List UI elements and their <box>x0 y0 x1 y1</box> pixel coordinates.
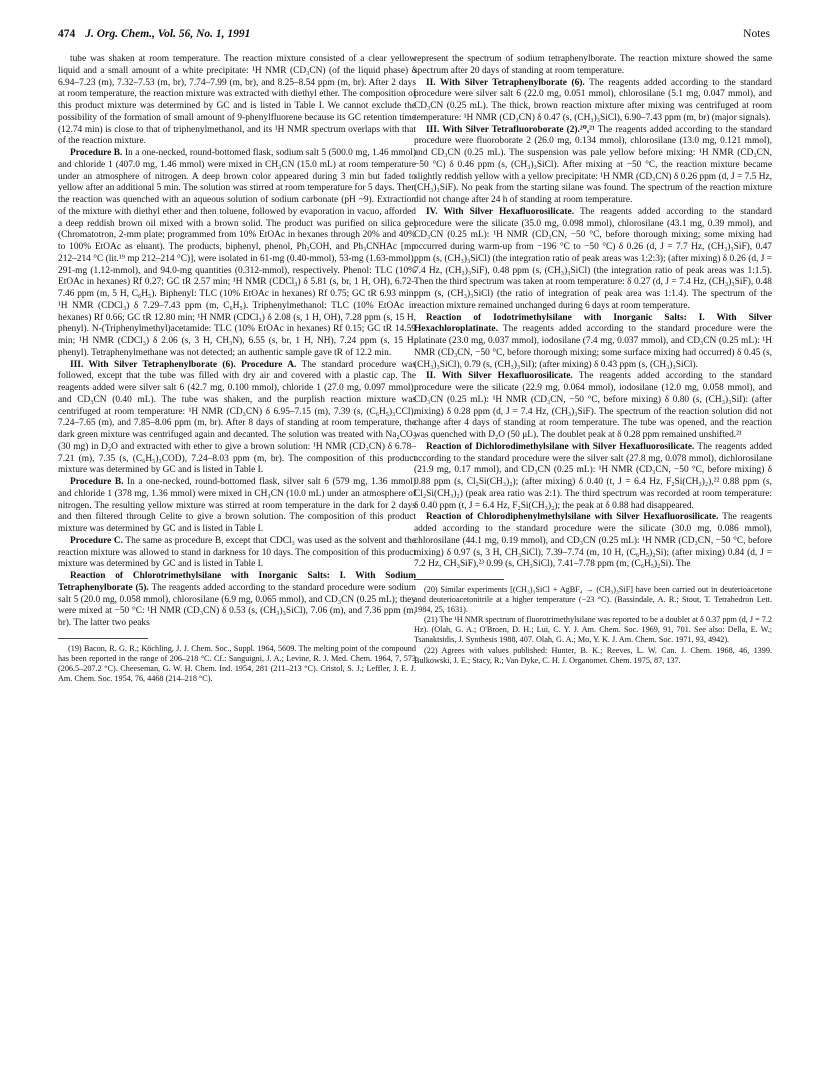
footnote: (21) The ¹H NMR spectrum of fluorotrimethylsilane was reported to be a doublet at δ 0.37 ppm (d, J = 7.2 Hz). (Olah, G. A.; O'Broen, D. H.; Lui, C. Y. J. Am. Chem. Soc. 1969, 91, 701. See also: Della, E. W.; Tsanaktsidis, J. Synthesis 1988, 407. Olah, G. A.; Mo, Y. K. J. Am. Chem. Soc. 1971, 93, 4942). <box>414 615 772 645</box>
paragraph-text: In a one-necked, round-bottomed flask, sodium salt 5 (500.0 mg, 1.46 mmol) and chloride 1 (407.0 mg, 1.46 mmol) were mixed in CH₃CN (15.0 mL) at room temperature under an atmosphere of nitrogen. A deep brown color appeared during 3 min but faded to yellow after an additional 5 min. The solution was stirred at room temperature for 5 days. Then the reaction was quenched with an aqueous solution of sodium carbonate (pH ~9). Extraction of the mixture with diethyl ether and then toluene, followed by evaporation in vacuo, afforded a deep reddish brown oil mixed with a brown solid. The product was purified on silica gel (Chromatotron, 2-mm plate; programmed from 10% EtOAc in hexanes through 20% and 40% to 100% EtOAc as eluant). The products, biphenyl, phenol, Ph₃COH, and Ph₃CNHAc [mp 212–214 °C (lit.¹⁹ mp 212–214 °C)], were isolated in 61-mg (0.40-mmol), 53-mg (1.63-mmol), 291-mg (1.12-mmol), and 94.0-mg quantities (0.312-mmol), respectively. Phenol: TLC (10% EtOAc in hexanes) Rf 0.27; GC tR 2.57 min; ¹H NMR (CDCl₃) δ 5.81 (s, br, 1 H, OH), 6.72–7.46 ppm (m, 5 H, C₆H₅). Biphenyl: TLC (10% EtOAc in hexanes) Rf 0.75; GC tR 6.93 min; ¹H NMR (CDCl₃) δ 7.29–7.43 ppm (m, C₆H₅). Triphenylmethanol: TLC (10% EtOAc in hexanes) Rf 0.66; GC tR 12.80 min; ¹H NMR (CDCl₃) δ 2.08 (s, 1 H, OH), 7.28 ppm (s, 15 H, phenyl). N-(Triphenylmethyl)acetamide: TLC (10% EtOAc in hexanes) Rf 0.15; GC tR 14.59 min; ¹H NMR (CDCl₃) δ 2.06 (s, 3 H, CH₃N), 6.55 (s, br, 1 H, NH), 7.24 ppm (s, 15 H, phenyl). Tetraphenylmethane was not detected; an authentic sample gave tR of 12.2 min. <box>58 148 417 358</box>
paragraph <box>414 313 772 372</box>
paragraph-heading: Reaction of Iodotrimethylsilane with Inorganic Salts: I. With Silver Hexachloroplatinate. <box>414 312 772 335</box>
paragraph <box>414 512 772 571</box>
left-column-body <box>58 54 416 630</box>
paragraph-text: The reagents added according to the standard procedure were the silicate (22.9 mg, 0.064 mmol), iodosilane (12.0 mg, 0.058 mmol), and CD₃CN (0.25 mL): ¹H NMR (CD₃CN, −50 °C, before mixing) δ 0.80 (s, (CH₃)₃SiI): (after mixing) δ 0.28 ppm (d, J = 7.4 Hz, (CH₃)₃SiF). The spectrum of the reaction solution did not change after 4 days of standing at room temperature. The tube was opened, and the reaction was quenched with D₂O (50 μL). The doublet peak at δ 0.28 ppm remained unshifted.²¹ <box>414 371 772 440</box>
paragraph <box>414 207 772 313</box>
footnote-rule <box>414 579 504 580</box>
paragraph <box>414 125 772 207</box>
paragraph-text: The reagents added according to the standard procedure were sodium salt 5 (20.0 mg, 0.058 mmol), chlorosilane (6.9 mg, 0.065 mmol), and CD₃CN (0.25 mL); they were mixed at −50 °C: ¹H NMR (CD₃CN) δ 0.53 (s, (CH₃)₃SiCl), 7.06 (m), and 7.36 ppm (m, br). The latter two peaks <box>58 582 416 628</box>
paragraph-text: The reagents added according to the standard procedure were the silicate (30.0 mg, 0.086 mmol), chlorosilane (44.1 mg, 0.19 mmol), and CD₃CN (0.25 mL): ¹H NMR (CD₃CN, −50 °C, before mixing) δ 0.97 (s, 3 H, CH₃SiCl), 7.39–7.74 (m, 10 H, (C₆H₅)₂Si); (after mixing) 0.84 (d, J = 7.2 Hz, CH₃SiF),²³ 0.99 (s, CH₃SiCl), 7.41–7.78 ppm (m, (C₆H₅)₂Si). The <box>414 512 773 570</box>
right-footnotes <box>414 585 772 666</box>
header-left <box>58 28 250 44</box>
running-header <box>58 28 770 44</box>
left-footnotes <box>58 644 416 684</box>
paragraph-heading: Reaction of Chlorotrimethylsilane with Inorganic Salts: I. With Sodium Tetraphenylborate (5). <box>58 571 416 593</box>
paragraph-heading: Procedure B. <box>70 148 123 158</box>
footnote: (20) Similar experiments [(CH₃)₃SiCl + AgBF₄ → (CH₃)₃SiF] have been carried out in deuterioacetone and deuterioacetonitrile at a higher temperature (−23 °C). (Bassindale, A. R.; Stout, T. Tetrahedron Lett. 1984, 25, 1631). <box>414 585 772 615</box>
paragraph-text: represent the spectrum of sodium tetraphenylborate. The reaction mixture showed the same spectrum after 20 days of standing at room temperature. <box>414 54 772 76</box>
paragraph <box>58 360 416 478</box>
paragraph-text: The reagents added according to the standard procedure were the silicate (35.0 mg, 0.098 mmol), chlorosilane (43.1 mg, 0.39 mmol), and CD₃CN (0.25 mL): ¹H NMR (CD₃CN, −50 °C, before thorough mixing; some mixing had occurred during warm-up from −196 °C to −50 °C) δ 0.26 (d, J = 7.7 Hz, (CH₃)₃SiF), 0.47 ppm (s, (CH₃)₃SiCl) (the integration ratio of peak areas was 1:2:3); (after mixing) δ 0.26 (d, J = 7.4 Hz, (CH₃)₃SiF), 0.48 ppm (s, (CH₃)₃SiCl) (the integration ratio of peak areas was 1:1.5). Then the third spectrum was taken at room temperature: δ 0.27 (d, J = 7.4 Hz, (CH₃)₃SiF), 0.48 ppm (s, (CH₃)₃SiCl) (the ratio of integration of peak area was 1:1.4). The spectrum of the reaction mixture remained unchanged during 6 days at room temperature. <box>414 206 772 311</box>
left-column <box>58 54 416 684</box>
paragraph-heading: II. With Silver Tetraphenylborate (6). <box>426 77 585 88</box>
footnote: (19) Bacon, R. G. R.; Köchling, J. J. Chem. Soc., Suppl. 1964, 5609. The melting point of the compound has been reported in the range of 206–218 °C. Cf.: Sanguigni, J. A.; Levine, R. J. Med. Chem. 1964, 7, 573 (206.5–207.2 °C). Cheeseman, G. W. H. Chem. Ind. 1954, 281 (211–213 °C). Cristol, S. J.; Leffler, J. E. J. Am. Chem. Soc. 1954, 76, 4468 (214–218 °C). <box>58 643 416 684</box>
footnote: (22) Agrees with values published: Hunter, B. K.; Reeves, L. W. Can. J. Chem. 1968, 46, 1399. Bulkowski, J. E.; Stacy, R.; Van Dyke, C. H. J. Organomet. Chem. 1975, 87, 137. <box>414 645 772 665</box>
paragraph-heading: III. With Silver Tetraphenylborate (6). Procedure A. <box>70 359 297 370</box>
right-column <box>414 54 772 666</box>
paragraph-text: The same as procedure B, except that CDCl₃ was used as the solvent and the reaction mixture was allowed to stand in darkness for 10 days. The composition of this product mixture was determined by GC and is listed in Table I. <box>58 535 416 570</box>
footnote-rule <box>58 638 148 639</box>
page-number: 474 <box>58 28 76 40</box>
paragraph-heading: Procedure C. <box>70 535 123 546</box>
paragraph <box>58 54 416 148</box>
paragraph <box>58 536 416 571</box>
paragraph-text: The reagents added according to the standard procedure were the platinate (23.0 mg, 0.037 mmol), iodosilane (7.4 mg, 0.037 mmol), and CD₃CN (0.25 mL): ¹H NMR (CD₃CN, −50 °C, before thorough mixing; some surface mixing had occurred) δ 0.45 (s, (CH₃)₃SiCl), 0.79 (s, (CH₃)₃SiI); (after mixing) δ 0.43 ppm (s, (CH₃)₃SiCl). <box>414 324 772 370</box>
paragraph <box>414 54 772 78</box>
right-column-body <box>414 54 772 571</box>
paragraph-heading: IV. With Silver Hexafluorosilicate. <box>426 206 575 217</box>
paragraph-text: The reagents added according to the standard procedure were silver salt 6 (22.0 mg, 0.051 mmol), chlorosilane (5.1 mg, 0.047 mmol), and CD₃CN (0.25 mL). The thick, brown reaction mixture after mixing was centrifuged at room temperature: ¹H NMR (CD₃CN) δ 0.47 (s, (CH₃)₃SiCl), 6.90–7.43 ppm (m, br) (major signals). <box>414 77 772 123</box>
paragraph-heading: II. With Silver Hexafluorosilicate. <box>426 371 573 382</box>
paragraph-text: The standard procedure was followed, except that the tube was filled with dry air and covered with a plastic cap. The reagents added were silver salt 6 (42.7 mg, 0.100 mmol), chloride 1 (27.0 mg, 0.097 mmol), and CD₃CN (0.40 mL). The tube was shaken, and the purplish reaction mixture was centrifuged at room temperature: ¹H NMR (CD₃CN) δ 6.95–7.15 (m), 7.39 (s, (C₆H₅)₃CCl), 7.24–7.65 (m), and 7.85–8.06 ppm (m, br). After 8 days of standing at room temperature, the dark green mixture was centrifuged again and decanted. The solution was treated with Na₂CO₃ (30 mg) in D₂O and extracted with ether to give a brown solution: ¹H NMR (CD₃CN) δ 6.78–7.21 (m), 7.35 (s, (C₆H₅)₃COD), 7.24–8.03 ppm (m, br). The composition of this product mixture was determined by GC and is listed in Table I. <box>58 359 416 476</box>
paragraph-heading: III. With Silver Tetrafluoroborate (2).²⁰,²¹ <box>426 124 595 135</box>
journal-citation: J. Org. Chem., Vol. 56, No. 1, 1991 <box>85 28 251 40</box>
paragraph <box>58 477 416 536</box>
paragraph <box>58 148 416 360</box>
paragraph-heading: Reaction of Dichlorodimethylsilane with Silver Hexafluorosilicate. <box>426 441 695 452</box>
paragraph <box>414 78 772 125</box>
paragraph-text: tube was shaken at room temperature. The reaction mixture consisted of a clear yellow liquid and a small amount of a white precipitate: ¹H NMR (CD₃CN) (of the liquid phase) δ 6.94–7.23 (m), 7.32–7.53 (m, br), 7.74–7.99 (m, br), and 8.25–8.54 ppm (m, br). After 2 days at room temperature, the reaction mixture was extracted with diethyl ether. The composition of this product mixture was determined by GC and is listed in Table I. We cannot exclude the possibility of the formation of small amount of 9-phenylfluorene because its GC retention time (12.74 min) is close to that of triphenylmethanol, and its ¹H NMR spectrum overlaps with that of the reaction mixture. <box>58 54 416 147</box>
section-name: Notes <box>743 28 770 40</box>
paragraph <box>414 371 772 442</box>
paragraph <box>58 571 416 630</box>
paragraph-text: The reagents added according to the standard procedure were fluoroborate 2 (26.0 mg, 0.134 mmol), chlorosilane (13.0 mg, 0.121 mmol), and CD₃CN (0.25 mL). The suspension was pale yellow before mixing: ¹H NMR (CD₃CN, −50 °C) δ 0.46 ppm (s, (CH₃)₃SiCl). After mixing at −50 °C, the reaction mixture became slightly reddish yellow with a yellow precipitate: ¹H NMR (CD₃CN) δ 0.26 ppm (d, J = 7.5 Hz, (CH₃)₃SiF). No peak from the starting silane was found. The spectrum of the reaction mixture did not change after 24 h of standing at room temperature. <box>414 124 772 205</box>
paragraph-heading: Procedure B. <box>70 477 124 487</box>
paragraph-text: In a one-necked, round-bottomed flask, silver salt 6 (579 mg, 1.36 mmol) and chloride 1 (378 mg, 1.36 mmol) were mixed in CH₃CN (10.0 mL) under an atmosphere of nitrogen. The resulting yellow mixture was stirred at room temperature in the dark for 2 days and then filtered through Celite to give a brown solution. The composition of this product mixture was determined by GC and is listed in Table I. <box>58 477 416 534</box>
paragraph-text: The reagents added according to the standard procedure were the silver salt (27.8 mg, 0.078 mmol), dichlorosilane (21.9 mg, 0.17 mmol), and CD₃CN (0.25 mL): ¹H NMR (CD₃CN, −50 °C, before mixing) δ 0.88 ppm (s, Cl₂Si(CH₃)₂); (after mixing) δ 0.40 (t, J = 6.4 Hz, F₂Si(CH₃)₂),²² 0.88 ppm (s, Cl₂Si(CH₃)₂) (peak area ratio was 2:1). The third spectrum was recorded at room temperature: δ 0.40 ppm (t, J = 6.4 Hz, F₂Si(CH₃)₂); the peak at δ 0.88 had disappeared. <box>414 441 772 511</box>
paragraph-heading: Reaction of Chlorodiphenylmethylsilane with Silver Hexafluorosilicate. <box>426 512 719 523</box>
paragraph <box>414 442 772 513</box>
